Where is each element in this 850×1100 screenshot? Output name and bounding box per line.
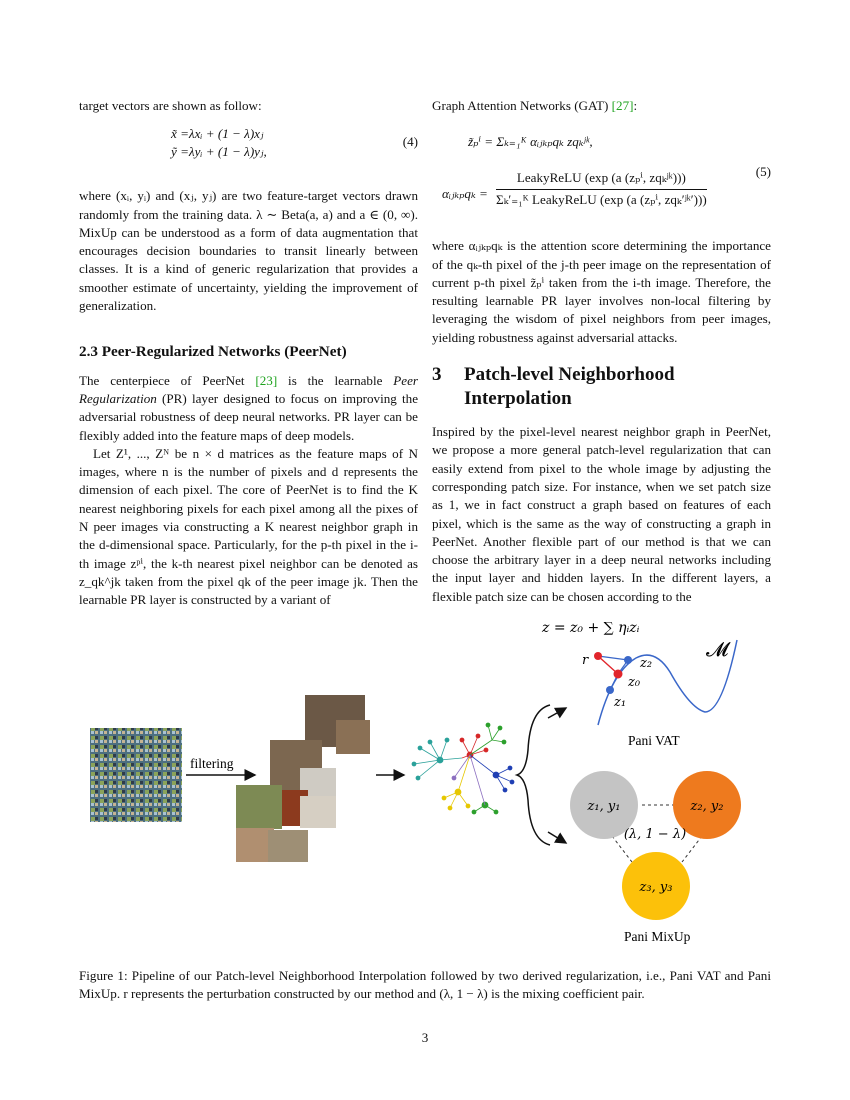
peernet-paragraph-2: Let Z¹, ..., Zᴺ be n × d matrices as the feature maps of N images, where n is the number of pixels and d represents the dimension of each pixel. The core of PeerNet is to find the K nearest neighboring pixels for each pixel among all the pixes of N peer images via constructing a K nearest neighbor graph in the d-dimensional space. Particularly, for the p-th pixel in the i-th image zᵖⁱ, the k-th nearest pixel neighbor can be denoted as z_qk^jk taken from the pixel qk of the peer image jk. Then the learnable PR layer is constructed by a variant of: [79, 445, 418, 608]
equation-5: [432, 121, 771, 231]
section-3-paragraph: Inspired by the pixel-level nearest neighbor graph in PeerNet, we propose a more general patch-level regularization that can easily extend from pixel to the whole image by adjusting the corresponding patch size. For instance, when we set patch size as 1, we in fact construct a graph based on features of each pixel, which is the same as the way of constructing a graph in PeerNet. Another flexible part of our method is that we can choose the arbitrary layer in a deep neural networks including the input layer and hidden layers. In the different layers, a flexible patch size can be chosen according to the: [432, 424, 771, 604]
equation-5-line1: z̃ₚⁱ = Σₖ₌₁ᴷ αᵢⱼₖₚqₖ zqₖʲᵏ,: [468, 134, 593, 150]
equation-5-denominator: Σₖ′₌₁ᴷ LeakyReLU (exp (a (zₚⁱ, zqₖ′ʲᵏ′))): [496, 191, 707, 207]
node-a-label: z₁, y₁: [587, 799, 621, 814]
section-2-3-title: 2.3 Peer-Regularized Networks (PeerNet): [79, 343, 347, 361]
equation-4-line1: x̃ =λxᵢ + (1 − λ)xⱼ: [171, 126, 264, 142]
pani-vat-label: Pani VAT: [628, 733, 680, 748]
patch-images: [236, 695, 370, 862]
peernet-p1-b: is the learnable: [277, 372, 394, 388]
network-graph: [412, 723, 514, 814]
image-grid: [90, 728, 182, 822]
brace: [517, 705, 550, 845]
arrow-to-vat: [548, 708, 566, 718]
left-column: [79, 97, 418, 610]
equation-4: [79, 123, 418, 177]
filtering-label: filtering: [190, 756, 234, 771]
mixing-coefficient: (λ, 1 − λ): [623, 827, 687, 842]
pani-mixup-label: Pani MixUp: [624, 929, 691, 944]
peernet-p1-a: The centerpiece of PeerNet: [79, 372, 256, 388]
figure-1: [0, 600, 850, 960]
peernet-p1-c: (PR) layer designed to focus on improving the adversarial robustness of deep neural networks. PR layer can be flexibly added into the feature maps of deep models.: [79, 390, 418, 443]
equation-4-line2: ỹ =λyᵢ + (1 − λ)yⱼ,: [171, 144, 267, 160]
section-3-heading: [432, 363, 771, 411]
figure-1-svg: [0, 600, 850, 960]
label-r: r: [582, 653, 589, 668]
peernet-paragraph-1: [79, 372, 418, 445]
page-number: 3: [421, 1030, 429, 1045]
label-z2: z₂: [640, 656, 653, 671]
gat-a: Graph Attention Networks (GAT): [432, 98, 612, 113]
section-3-number: 3: [432, 364, 442, 386]
neighbor-point-z1: [606, 686, 614, 694]
mixup-paragraph: where (xᵢ, yᵢ) and (xⱼ, yⱼ) are two feature-target vectors drawn randomly from the training data. λ ∼ Beta(a, a) and a ∈ (0, ∞). MixUp can be understood as a form of data augmentation that encourages decision boundaries to transit linearly between classes. It is a kind of generic regularization that provides a smoother estimate of uncertainty, yielding the improvement of generalization.: [79, 188, 418, 314]
attention-paragraph: where αᵢⱼₖₚqₖ is the attention score determining the importance of the qₖ-th pixel of the j-th peer image on the representation of current p-th pixel z̃ₚⁱ taken from the i-th image. Therefore, the resulting learnable PR layer involves non-local filtering by leveraging the wisdom of pixel neighbors from peer images, yielding robustness against adversarial attacks.: [432, 238, 771, 345]
equation-5-number: (5): [755, 164, 771, 180]
neighbor-point-z2: [624, 656, 632, 664]
equation-5-alpha: αᵢⱼₖₚqₖ =: [442, 186, 488, 202]
equation-5-numerator: LeakyReLU (exp (a (zₚⁱ, zqₖʲᵏ))): [496, 169, 707, 189]
node-c-label: z₃, y₃: [639, 880, 673, 895]
vat-equation: z = z₀ + ∑ ηᵢzᵢ: [542, 620, 640, 636]
gat-b: :: [633, 98, 638, 113]
figure-1-caption: Figure 1: Pipeline of our Patch-level Neighborhood Interpolation followed by two derived regularization, i.e., Pani VAT and Pani MixUp. r represents the perturbation constructed by our method and (λ, 1 − λ) is the mixing coefficient pair.: [79, 968, 771, 1002]
peernet-p1-em: Peer Regularization: [79, 372, 418, 406]
perturbed-point: [594, 652, 602, 660]
node-b-label: z₂, y₂: [690, 799, 724, 814]
intro-line: target vectors are shown as follow:: [79, 98, 262, 113]
label-z0: z₀: [628, 675, 641, 690]
manifold-label: 𝓜: [706, 637, 729, 661]
label-z1: z₁: [614, 695, 627, 710]
citation-27[interactable]: [27]: [611, 98, 634, 113]
gat-line: [432, 97, 771, 115]
section-3-title: Patch-level Neighborhood Interpolation: [464, 364, 675, 410]
equation-4-number: (4): [402, 134, 418, 150]
equation-5-fraction: [496, 169, 707, 209]
citation-23[interactable]: [23]: [255, 372, 278, 388]
right-column: [432, 97, 771, 606]
arrow-to-mixup: [548, 832, 566, 843]
center-point: [614, 670, 623, 679]
